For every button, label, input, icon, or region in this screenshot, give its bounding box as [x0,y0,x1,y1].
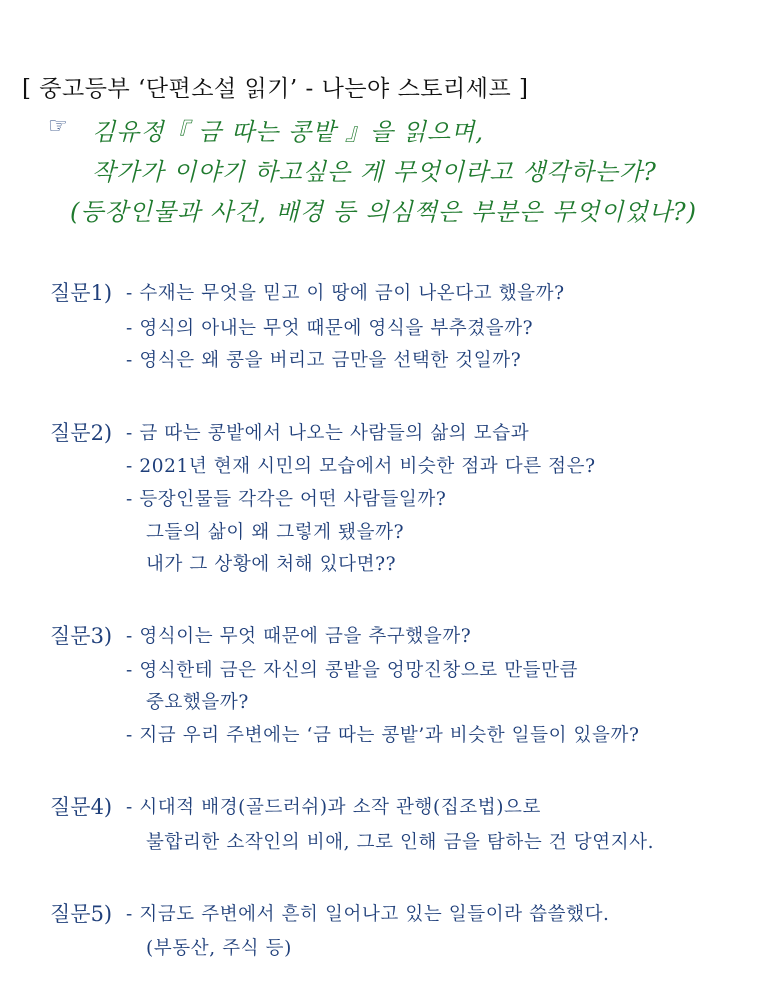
question-5-line-2: (부동산, 주식 등) [146,938,292,959]
question-3-label: 질문3) [50,624,113,648]
prompt-line-1: 김유정『 금 따는 콩밭 』을 읽으며, [92,118,484,146]
question-3-line-3: 중요했을까? [146,692,249,713]
question-1-line-3: - 영식은 왜 콩을 버리고 금만을 선택한 것일까? [126,350,522,371]
question-1-line-2: - 영식의 아내는 무엇 때문에 영식을 부추겼을까? [126,318,534,339]
question-3-line-2: - 영식한테 금은 자신의 콩밭을 엉망진창으로 만들만큼 [126,660,579,681]
question-2-line-4: 그들의 삶이 왜 그렇게 됐을까? [146,522,405,543]
question-5-label: 질문5) [50,902,113,926]
pointing-hand-icon: ☞ [48,114,68,139]
question-3-line-1: - 영식이는 무엇 때문에 금을 추구했을까? [126,626,472,647]
question-2-line-2: - 2021년 현재 시민의 모습에서 비슷한 점과 다른 점은? [126,456,596,477]
question-4-label: 질문4) [50,795,113,819]
question-4-line-1: - 시대적 배경(골드러쉬)과 소작 관행(집조법)으로 [126,797,541,818]
question-5-line-1: - 지금도 주변에서 흔히 일어나고 있는 일들이라 씁쓸했다. [126,904,610,925]
question-2-line-5: 내가 그 상황에 처해 있다면?? [146,554,397,575]
page-title: [ 중고등부 ‘단편소설 읽기’ - 나는야 스토리세프 ] [22,76,529,102]
question-3-line-4: - 지금 우리 주변에는 ‘금 따는 콩밭’과 비슷한 일들이 있을까? [126,725,640,746]
question-2-label: 질문2) [50,421,113,445]
question-2-line-1: - 금 따는 콩밭에서 나오는 사람들의 삶의 모습과 [126,423,530,444]
question-1-label: 질문1) [50,281,113,305]
prompt-line-3: (등장인물과 사건, 배경 등 의심쩍은 부분은 무엇이었나?) [70,198,698,226]
question-1-line-1: - 수재는 무엇을 믿고 이 땅에 금이 나온다고 했을까? [126,283,565,304]
question-4-line-2: 불합리한 소작인의 비애, 그로 인해 금을 탐하는 건 당연지사. [146,832,655,853]
question-2-line-3: - 등장인물들 각각은 어떤 사람들일까? [126,489,447,510]
prompt-line-2: 작가가 이야기 하고싶은 게 무엇이라고 생각하는가? [92,158,657,186]
